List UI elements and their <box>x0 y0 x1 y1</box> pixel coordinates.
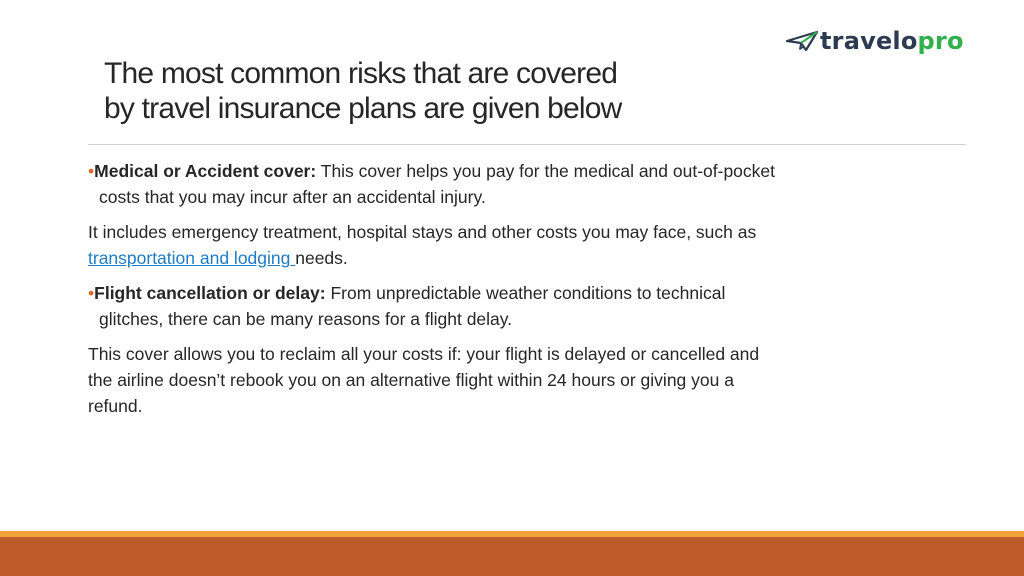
footer-bar <box>0 537 1024 576</box>
item-lead: Flight cancellation or delay: <box>94 283 326 303</box>
transportation-lodging-link[interactable]: transportation and lodging <box>88 248 296 268</box>
travelopro-logo[interactable] <box>786 26 964 56</box>
slide-title <box>104 56 794 126</box>
paragraph-flight-details <box>88 341 948 419</box>
logo-text-pro: pro <box>917 27 964 55</box>
item-text: This cover helps you pay for the medical and out-of-pocket <box>316 161 776 181</box>
item-text-continued: glitches, there can be many reasons for a flight delay. <box>99 309 513 329</box>
item-lead: Medical or Accident cover: <box>94 161 317 181</box>
title-line-2: by travel insurance plans are given below <box>104 92 622 125</box>
slide-body <box>88 158 948 428</box>
bullet-marker: • <box>88 161 95 181</box>
bullet-item-flight <box>88 280 948 332</box>
title-divider <box>88 144 966 145</box>
logo-text-travelo: travelo <box>820 27 918 55</box>
logo-wordmark <box>820 27 964 55</box>
bullet-item-medical <box>88 158 948 210</box>
bullet-marker: • <box>88 283 95 303</box>
paragraph-line-3: refund. <box>88 396 143 416</box>
item-text: From unpredictable weather conditions to technical <box>325 283 726 303</box>
paragraph-text: It includes emergency treatment, hospital stays and other costs you may face, such as <box>88 222 757 242</box>
paragraph-line-2: the airline doesn’t rebook you on an alternative flight within 24 hours or giving you a <box>88 370 734 390</box>
title-line-1: The most common risks that are covered <box>104 57 618 90</box>
paper-plane-icon <box>786 30 818 52</box>
paragraph-line-1: This cover allows you to reclaim all your costs if: your flight is delayed or cancelled and <box>88 344 760 364</box>
item-text-continued: costs that you may incur after an accidental injury. <box>99 187 486 207</box>
paragraph-text-end: needs. <box>295 248 348 268</box>
paragraph-medical-details <box>88 219 948 271</box>
